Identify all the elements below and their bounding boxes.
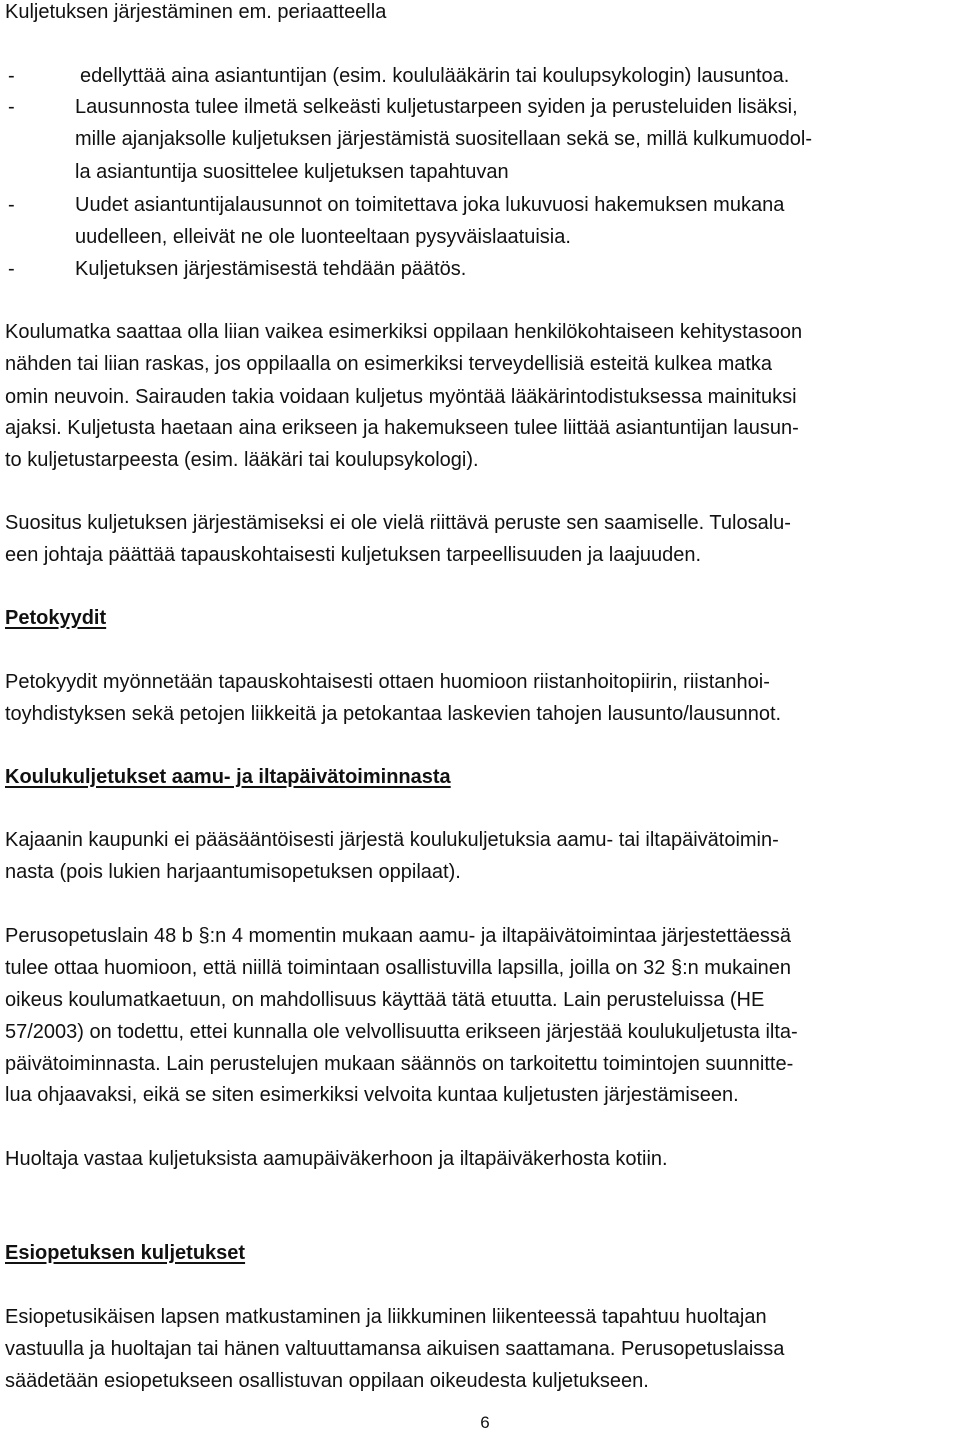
heading-koulukuljetukset: Koulukuljetukset aamu- ja iltapäivätoiminnasta — [5, 766, 451, 788]
heading-esiopetuksen: Esiopetuksen kuljetukset — [5, 1242, 246, 1264]
paragraph-line: toyhdistyksen sekä petojen liikkeitä ja petokantaa laskevien tahojen lausunto/lausunnot. — [5, 703, 782, 725]
paragraph-line: omin neuvoin. Sairauden takia voidaan kuljetus myöntää lääkärintodistuksessa mainituksi — [5, 386, 797, 408]
bullet-text-line: edellyttää aina asiantuntijan (esim. koululääkärin tai koulupsykologin) lausuntoa. — [80, 65, 790, 87]
paragraph-line: tulee ottaa huomioon, että niillä toimintaan osallistuvilla lapsilla, joilla on 32 §:n mukainen — [5, 957, 792, 979]
paragraph-line: een johtaja päättää tapauskohtaisesti kuljetuksen tarpeellisuuden ja laajuuden. — [5, 544, 702, 566]
paragraph-line: Kajaanin kaupunki ei pääsääntöisesti järjestä koulukuljetuksia aamu- tai iltapäivätoimin- — [5, 829, 779, 851]
bullet-text-line: Uudet asiantuntijalausunnot on toimitettava joka lukuvuosi hakemuksen mukana — [75, 194, 785, 216]
paragraph-line: Petokyydit myönnetään tapauskohtaisesti ottaen huomioon riistanhoitopiirin, riistanhoi- — [5, 671, 770, 693]
paragraph-line: to kuljetustarpeesta (esim. lääkäri tai koulupsykologi). — [5, 449, 479, 471]
bullet-dash: - — [8, 65, 15, 87]
paragraph-line: lua ohjaavaksi, eikä se siten esimerkiksi velvoita kuntaa kuljetusten järjestämiseen. — [5, 1084, 739, 1106]
bullet-text-line: mille ajanjaksolle kuljetuksen järjestämistä suositellaan sekä se, millä kulkumuodol- — [75, 128, 813, 150]
bullet-text-line: la asiantuntija suosittelee kuljetuksen tapahtuvan — [75, 161, 509, 183]
paragraph-line: ajaksi. Kuljetusta haetaan aina erikseen ja hakemukseen tulee liittää asiantuntijan lausun- — [5, 417, 799, 439]
paragraph-line: 57/2003) on todettu, ettei kunnalla ole velvollisuutta erikseen järjestää koulukuljetusta ilta- — [5, 1021, 798, 1043]
paragraph-line: nähden tai liian raskas, jos oppilaalla on esimerkiksi terveydellisiä esteitä kulkea matka — [5, 353, 773, 375]
heading-petokyydit: Petokyydit — [5, 607, 107, 629]
paragraph-huoltaja: Huoltaja vastaa kuljetuksista aamupäiväkerhoon ja iltapäiväkerhosta kotiin. — [5, 1148, 668, 1170]
bullet-text-line: Lausunnosta tulee ilmetä selkeästi kuljetustarpeen syiden ja perusteluiden lisäksi, — [75, 96, 798, 118]
intro-line: Kuljetuksen järjestäminen em. periaatteella — [5, 1, 387, 23]
paragraph-line: päivätoiminnasta. Lain perustelujen mukaan säännös on tarkoitettu toimintojen suunnitte- — [5, 1053, 794, 1075]
page-number: 6 — [480, 1413, 490, 1432]
paragraph-line: vastuulla ja huoltajan tai hänen valtuuttamansa aikuisen saattamana. Perusopetuslaissa — [5, 1338, 785, 1360]
bullet-dash: - — [8, 194, 15, 216]
bullet-text-line: uudelleen, elleivät ne ole luonteeltaan pysyväislaatuisia. — [75, 226, 571, 248]
paragraph-line: Esiopetusikäisen lapsen matkustaminen ja liikkuminen liikenteessä tapahtuu huoltajan — [5, 1306, 767, 1328]
paragraph-line: Suositus kuljetuksen järjestämiseksi ei ole vielä riittävä peruste sen saamiselle. Tulosalu- — [5, 512, 791, 534]
bullet-text-line: Kuljetuksen järjestämisestä tehdään päätös. — [75, 258, 467, 280]
paragraph-line: Koulumatka saattaa olla liian vaikea esimerkiksi oppilaan henkilökohtaiseen kehitystasoon — [5, 321, 803, 343]
paragraph-line: oikeus koulumatkaetuun, on mahdollisuus käyttää tätä etuutta. Lain perusteluissa (HE — [5, 989, 765, 1011]
paragraph-line: nasta (pois lukien harjaantumisopetuksen oppilaat). — [5, 861, 461, 883]
bullet-dash: - — [8, 96, 15, 118]
paragraph-line: Perusopetuslain 48 b §:n 4 momentin mukaan aamu- ja iltapäivätoimintaa järjestettäessä — [5, 925, 791, 947]
bullet-dash: - — [8, 258, 15, 280]
paragraph-line: säädetään esiopetukseen osallistuvan oppilaan oikeudesta kuljetukseen. — [5, 1370, 649, 1392]
